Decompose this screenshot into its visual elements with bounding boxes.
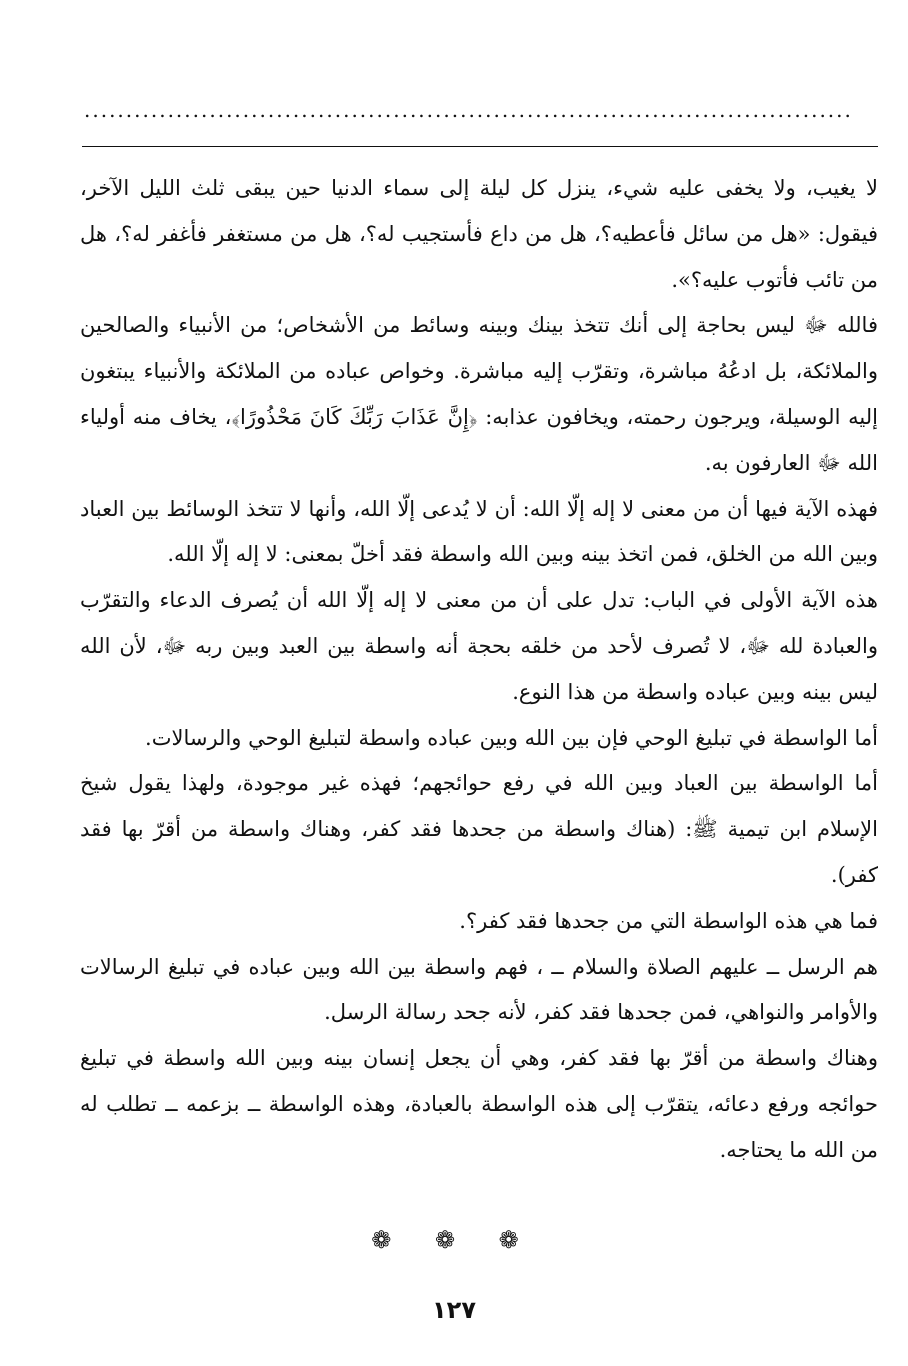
header-dotted-line: ............................................................................................	[84, 100, 853, 120]
page-number: ١٢٧	[432, 1296, 476, 1324]
paragraph-5: أما الواسطة في تبليغ الوحي فإن بين الله وبين عباده واسطة لتبليغ الوحي والرسالات.	[145, 725, 878, 750]
page-body	[80, 166, 878, 1174]
paragraph-2: فالله ﷻ ليس بحاجة إلى أنك تتخذ بينك وبينه وسائط من الأشخاص؛ من الأنبياء والصالحين والملائكة، بل ادعُهُ مباشرة، وتقرّب إليه مباشرة. وخواص عباده من الملائكة والأنبياء يبتغون إليه الوسيلة، ويرجون رحمته، ويخافون عذابه: ﴿إِنَّ عَذَابَ رَبِّكَ كَانَ مَحْذُورًا﴾، يخاف منه أولياء الله ﷻ العارفون به.	[80, 313, 878, 475]
paragraph-6: أما الواسطة بين العباد وبين الله في رفع حوائجهم؛ فهذه غير موجودة، ولهذا يقول شيخ الإسلام ابن تيمية ﷺ: (هناك واسطة من جحدها فقد كفر، وهناك واسطة من أقرّ بها فقد كفر).	[80, 771, 878, 887]
paragraph-9: وهناك واسطة من أقرّ بها فقد كفر، وهي أن يجعل إنسان بينه وبين الله واسطة في تبليغ حوائجه ورفع دعائه، يتقرّب إلى هذه الواسطة بالعبادة، وهذه الواسطة ــ بزعمه ــ تطلب له من الله ما يحتاجه.	[80, 1046, 878, 1162]
paragraph-1: لا يغيب، ولا يخفى عليه شيء، ينزل كل ليلة إلى سماء الدنيا حين يبقى ثلث الليل الآخر، فيقول: «هل من سائل فأعطيه؟، هل من داع فأستجيب له؟، هل من مستغفر فأغفر له؟، هل من تائب فأتوب عليه؟».	[80, 176, 878, 292]
paragraph-4: هذه الآية الأولى في الباب: تدل على أن من معنى لا إله إلّا الله أن يُصرف الدعاء والتقرّب والعبادة لله ﷻ، لا تُصرف لأحد من خلقه بحجة أنه واسطة بين العبد وبين ربه ﷻ، لأن الله ليس بينه وبين عباده واسطة من هذا النوع.	[80, 588, 878, 704]
section-separator: ❁ ❁ ❁	[371, 1226, 537, 1254]
paragraph-7: فما هي هذه الواسطة التي من جحدها فقد كفر؟.	[459, 908, 878, 933]
header-rule	[82, 146, 878, 147]
paragraph-8: هم الرسل ــ عليهم الصلاة والسلام ــ ، فهم واسطة بين الله وبين عباده في تبليغ الرسالات والأوامر والنواهي، فمن جحدها فقد كفر، لأنه جحد رسالة الرسل.	[80, 954, 878, 1025]
paragraph-3: فهذه الآية فيها أن من معنى لا إله إلّا الله: أن لا يُدعى إلّا الله، وأنها لا تتخذ الوسائط بين العباد وبين الله من الخلق، فمن اتخذ بينه وبين الله واسطة فقد أخلّ بمعنى: لا إله إلّا الله.	[80, 496, 878, 567]
